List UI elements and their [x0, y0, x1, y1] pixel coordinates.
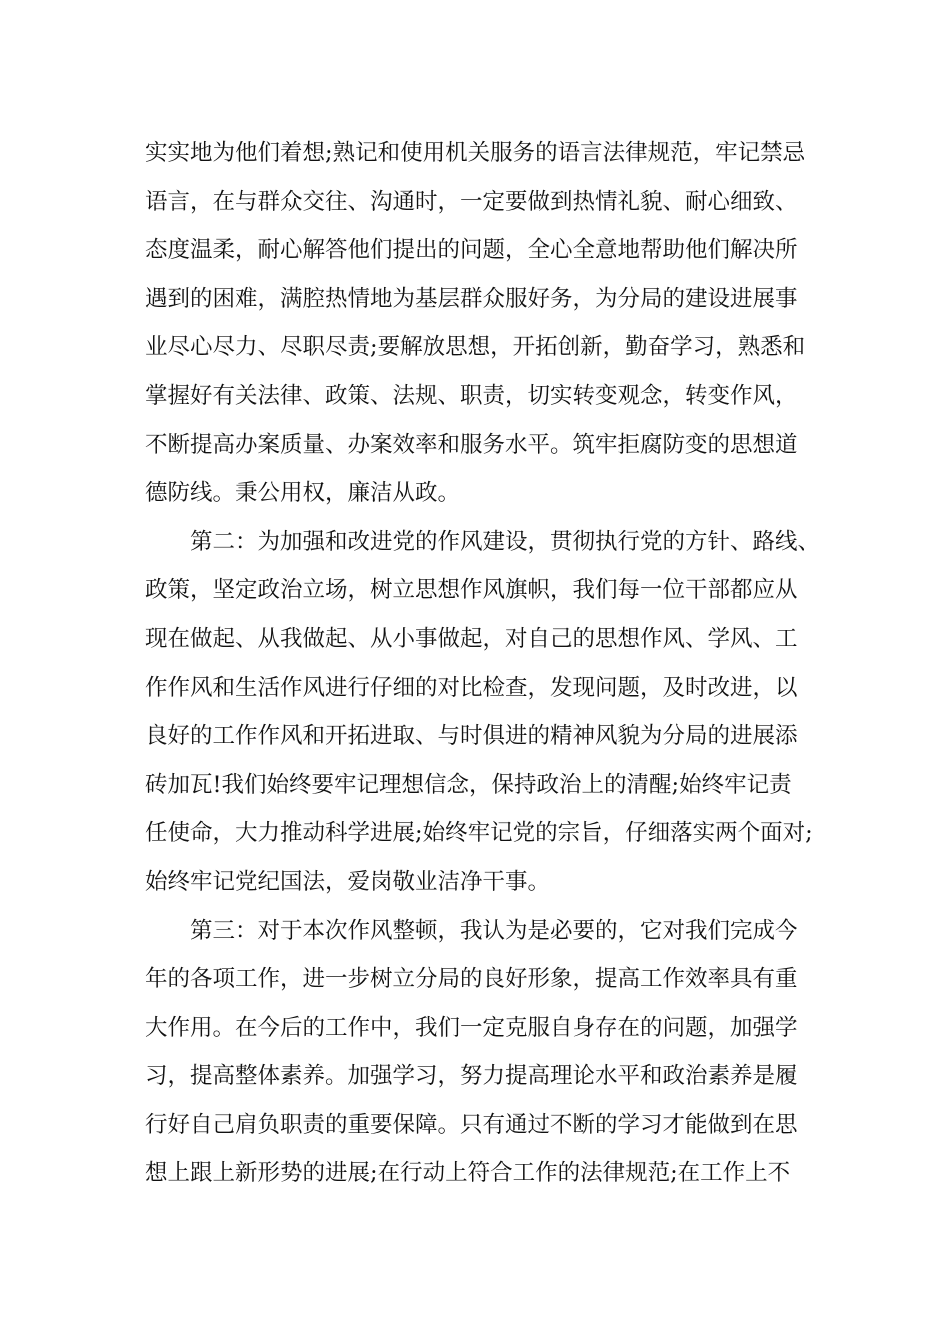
text-line: 想上跟上新形势的进展;在行动上符合工作的法律规范;在工作上不	[145, 1160, 791, 1187]
text-line: 第三：对于本次作风整顿，我认为是必要的，它对我们完成今	[190, 917, 798, 944]
text-line: 德防线。秉公用权，廉洁从政。	[145, 480, 461, 507]
document-body	[145, 129, 845, 1198]
paragraph-1	[145, 129, 845, 518]
paragraph-3	[145, 907, 845, 1199]
text-line: 掌握好有关法律、政策、法规、职责，切实转变观念，转变作风，	[145, 382, 798, 409]
text-line: 习，提高整体素养。加强学习，努力提高理论水平和政治素养是履	[145, 1063, 798, 1090]
text-line: 大作用。在今后的工作中，我们一定克服自身存在的问题，加强学	[145, 1014, 798, 1041]
text-line: 行好自己肩负职责的重要保障。只有通过不断的学习才能做到在思	[145, 1111, 798, 1138]
text-line: 语言，在与群众交往、沟通时，一定要做到热情礼貌、耐心细致、	[145, 188, 798, 215]
text-line: 始终牢记党纪国法，爱岗敬业洁净干事。	[145, 868, 551, 895]
text-line: 不断提高办案质量、办案效率和服务水平。筑牢拒腐防变的思想道	[145, 431, 798, 458]
text-line: 态度温柔，耐心解答他们提出的问题，全心全意地帮助他们解决所	[145, 237, 798, 264]
text-line: 作作风和生活作风进行仔细的对比检查，发现问题，及时改进，以	[145, 674, 798, 701]
text-line: 年的各项工作，进一步树立分局的良好形象，提高工作效率具有重	[145, 966, 798, 993]
text-line: 业尽心尽力、尽职尽责;要解放思想，开拓创新，勤奋学习，熟悉和	[145, 334, 806, 361]
text-line: 现在做起、从我做起、从小事做起，对自己的思想作风、学风、工	[145, 625, 798, 652]
text-line: 政策，坚定政治立场，树立思想作风旗帜，我们每一位干部都应从	[145, 577, 798, 604]
text-line: 实实地为他们着想;熟记和使用机关服务的语言法律规范，牢记禁忌	[145, 140, 806, 166]
text-line: 砖加瓦!我们始终要牢记理想信念，保持政治上的清醒;始终牢记责	[145, 771, 792, 798]
text-line: 第二：为加强和改进党的作风建设，贯彻执行党的方针、路线、	[190, 528, 821, 555]
text-line: 遇到的困难，满腔热情地为基层群众服好务，为分局的建设进展事	[145, 285, 798, 312]
text-line: 任使命，大力推动科学进展;始终牢记党的宗旨，仔细落实两个面对;	[145, 820, 813, 847]
text-line: 良好的工作作风和开拓进取、与时俱进的精神风貌为分局的进展添	[145, 723, 798, 750]
paragraph-2	[145, 518, 845, 907]
